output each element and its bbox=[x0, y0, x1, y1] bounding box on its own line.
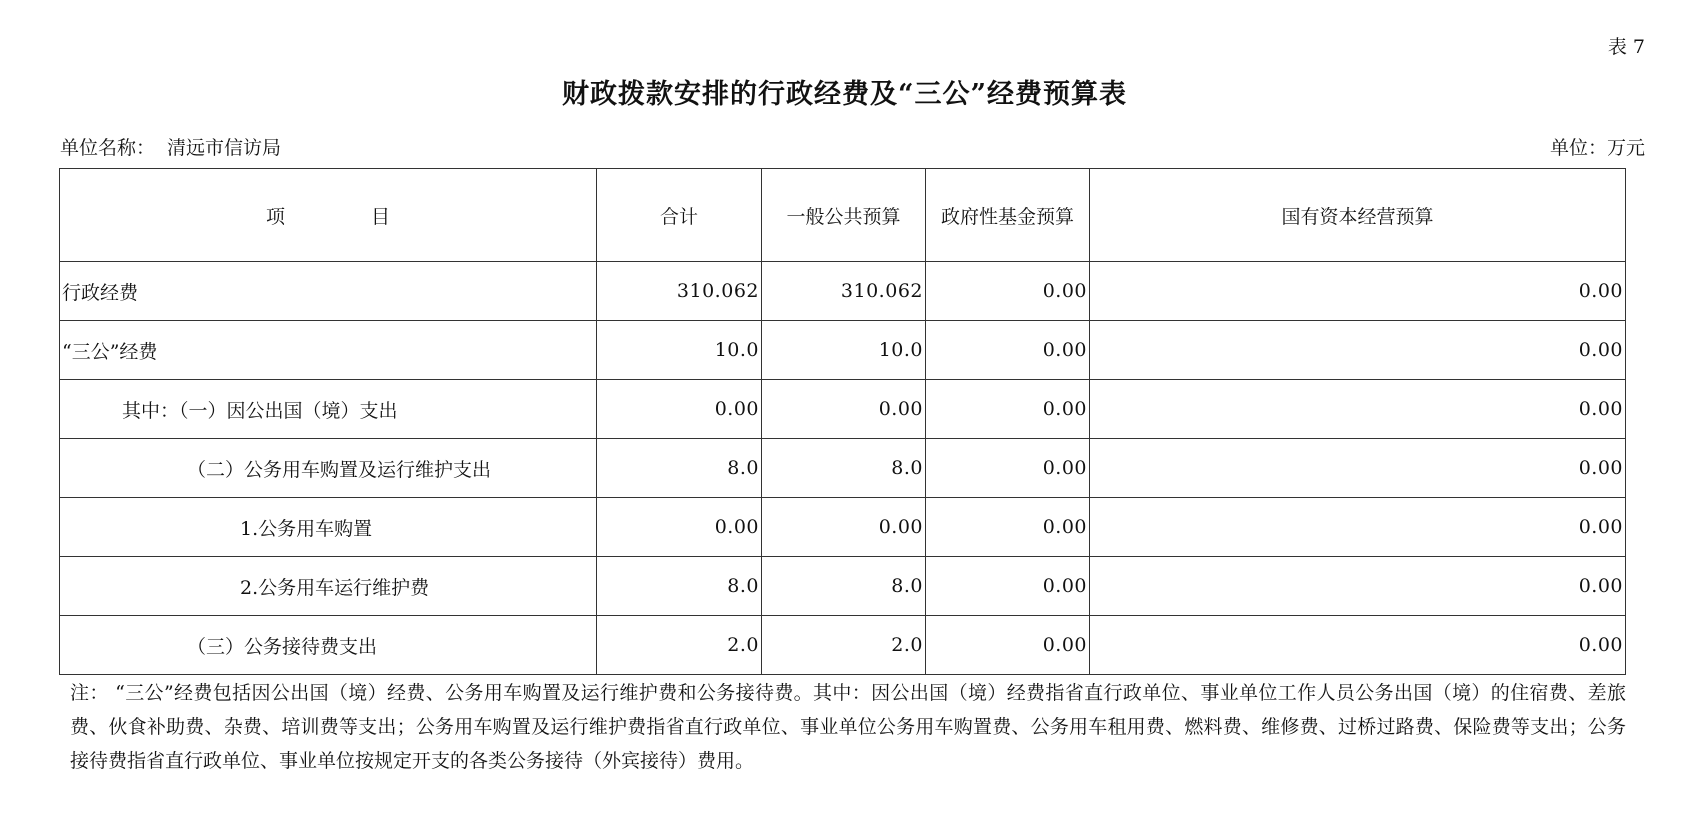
cell-general: 0.00 bbox=[762, 498, 926, 557]
cell-total: 0.00 bbox=[597, 498, 762, 557]
row-label: 2.公务用车运行维护费 bbox=[60, 557, 597, 616]
header-state-capital-budget: 国有资本经营预算 bbox=[1090, 169, 1626, 262]
cell-state-capital: 0.00 bbox=[1090, 498, 1626, 557]
header-item bbox=[60, 169, 597, 262]
cell-general: 2.0 bbox=[762, 616, 926, 675]
cell-general: 8.0 bbox=[762, 439, 926, 498]
table-row bbox=[60, 616, 1626, 675]
table-row bbox=[60, 262, 1626, 321]
table-row bbox=[60, 439, 1626, 498]
row-label: “三公”经费 bbox=[60, 321, 597, 380]
unit-measure: 单位：万元 bbox=[1549, 137, 1645, 159]
page-title: 财政拨款安排的行政经费及“三公”经费预算表 bbox=[561, 79, 1128, 110]
row-label: （三）公务接待费支出 bbox=[60, 616, 597, 675]
table-row bbox=[60, 380, 1626, 439]
cell-gov-fund: 0.00 bbox=[926, 380, 1090, 439]
header-gov-fund-budget: 政府性基金预算 bbox=[926, 169, 1090, 262]
header-item-part1: 项 bbox=[265, 205, 285, 228]
table-row bbox=[60, 321, 1626, 380]
cell-gov-fund: 0.00 bbox=[926, 439, 1090, 498]
unit-name bbox=[60, 133, 281, 160]
cell-state-capital: 0.00 bbox=[1090, 262, 1626, 321]
cell-gov-fund: 0.00 bbox=[926, 321, 1090, 380]
cell-total: 8.0 bbox=[597, 439, 762, 498]
cell-total: 2.0 bbox=[597, 616, 762, 675]
table-number: 表 7 bbox=[1607, 36, 1645, 58]
cell-general: 10.0 bbox=[762, 321, 926, 380]
footnote: 注： “三公”经费包括因公出国（境）经费、公务用车购置及运行维护费和公务接待费。其中：因公出国（境）经费指省直行政单位、事业单位工作人员公务出国（境）的住宿费、差旅费、伙食补助费、杂费、培训费等支出；公务用车购置及运行维护费指省直行政单位、事业单位公务用车购置费、公务用车租用费、燃料费、维修费、过桥过路费、保险费等支出；公务接待费指省直行政单位、事业单位按规定开支的各类公务接待（外宾接待）费用。 bbox=[70, 682, 1626, 772]
cell-gov-fund: 0.00 bbox=[926, 498, 1090, 557]
budget-table bbox=[59, 168, 1626, 675]
row-label: 其中：（一）因公出国（境）支出 bbox=[60, 380, 597, 439]
cell-state-capital: 0.00 bbox=[1090, 439, 1626, 498]
cell-total: 0.00 bbox=[597, 380, 762, 439]
cell-state-capital: 0.00 bbox=[1090, 321, 1626, 380]
cell-general: 310.062 bbox=[762, 262, 926, 321]
table-row bbox=[60, 557, 1626, 616]
cell-state-capital: 0.00 bbox=[1090, 557, 1626, 616]
header-total: 合计 bbox=[597, 169, 762, 262]
header-general-budget: 一般公共预算 bbox=[762, 169, 926, 262]
cell-general: 8.0 bbox=[762, 557, 926, 616]
cell-state-capital: 0.00 bbox=[1090, 380, 1626, 439]
cell-general: 0.00 bbox=[762, 380, 926, 439]
row-label: 行政经费 bbox=[60, 262, 597, 321]
cell-gov-fund: 0.00 bbox=[926, 262, 1090, 321]
cell-total: 10.0 bbox=[597, 321, 762, 380]
row-label: （二）公务用车购置及运行维护支出 bbox=[60, 439, 597, 498]
cell-total: 8.0 bbox=[597, 557, 762, 616]
unit-name-value: 清远市信访局 bbox=[167, 137, 282, 159]
table-header-row bbox=[60, 169, 1626, 262]
cell-gov-fund: 0.00 bbox=[926, 557, 1090, 616]
row-label: 1.公务用车购置 bbox=[60, 498, 597, 557]
cell-total: 310.062 bbox=[597, 262, 762, 321]
unit-name-label: 单位名称： bbox=[60, 137, 156, 159]
cell-gov-fund: 0.00 bbox=[926, 616, 1090, 675]
header-item-part2: 目 bbox=[371, 205, 391, 228]
table-row bbox=[60, 498, 1626, 557]
cell-state-capital: 0.00 bbox=[1090, 616, 1626, 675]
